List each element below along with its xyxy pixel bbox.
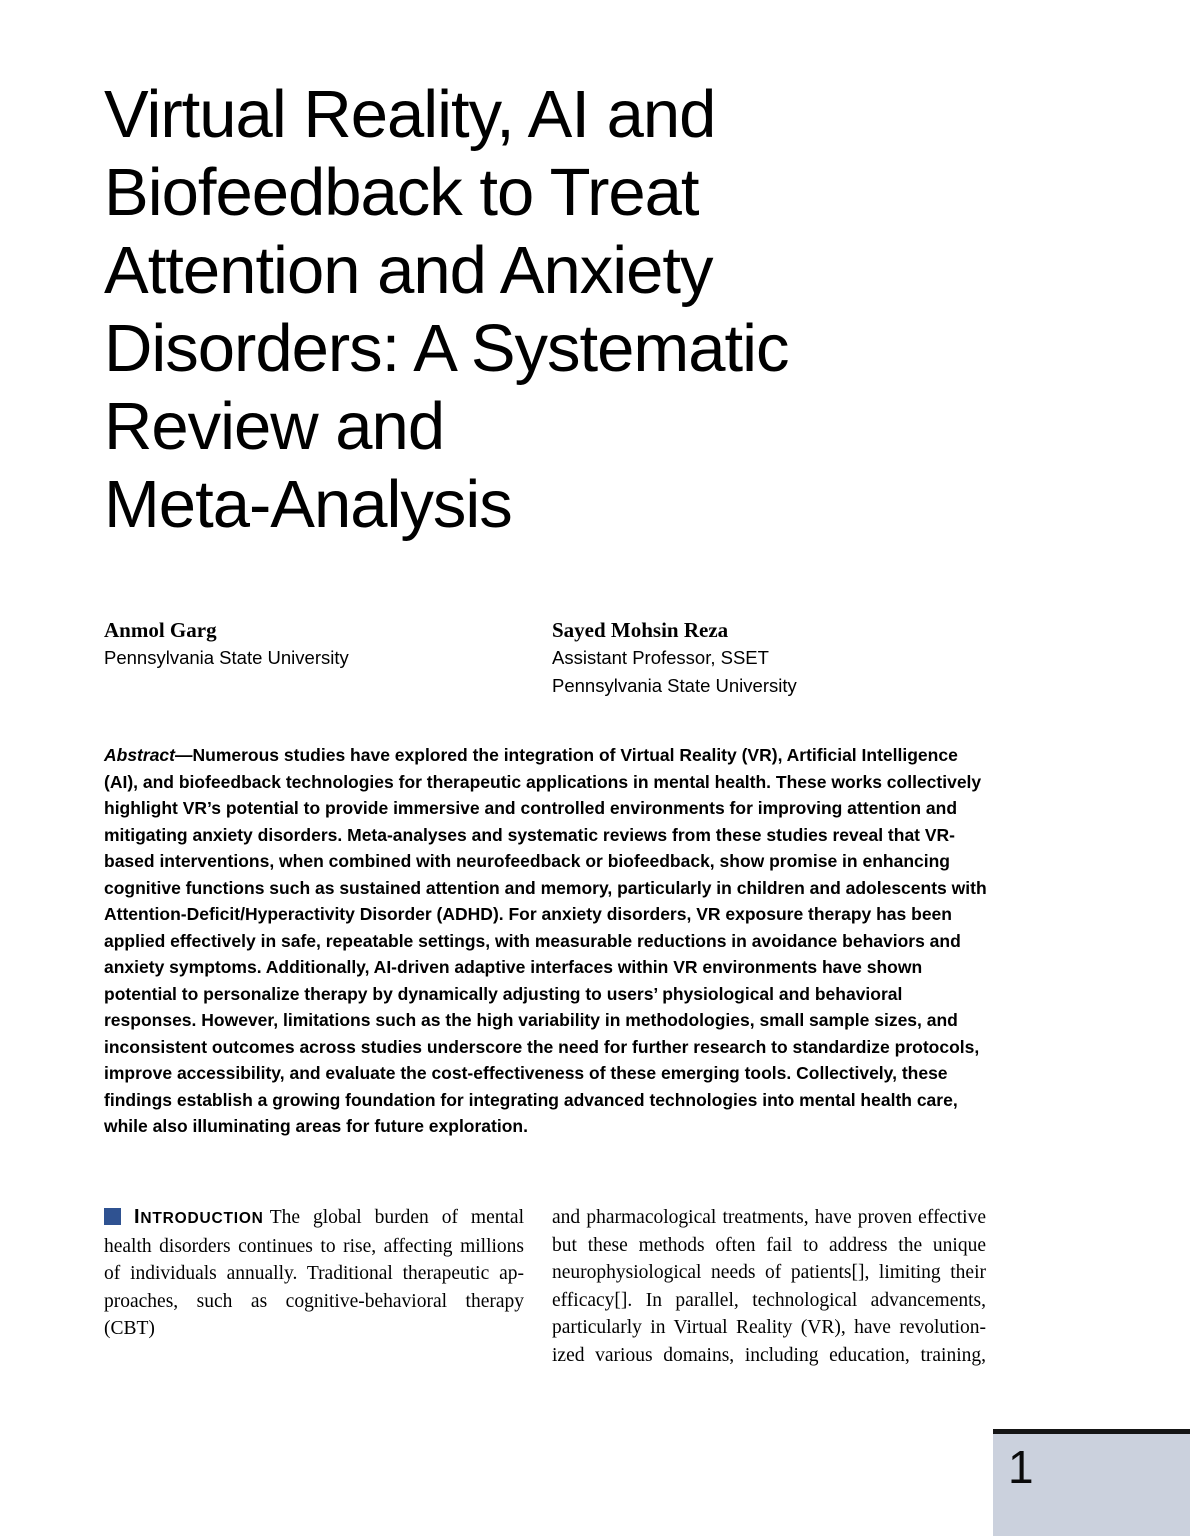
- intro-line: of individuals annually. Traditional therapeutic ap-: [104, 1263, 524, 1285]
- paper-title-line: Attention and Anxiety: [104, 233, 713, 308]
- section-marker-square: [104, 1208, 121, 1225]
- abstract-text: —Numerous studies have explored the integration of Virtual Reality (VR), Artificial Intelligence (AI), and biofeedback technologies for therapeutic applications in mental health. These works collectively highlight VR’s potential to provide immersive and controlled environments for improving attention and mitigating anxiety disorders. Meta-analyses and systematic reviews from these studies reveal that VR-based interventions, when combined with neurofeedback or biofeedback, show promise in enhancing cognitive functions such as sustained attention and memory, particularly in children and adolescents with Attention-Deficit/Hyperactivity Disorder (ADHD). For anxiety disorders, VR exposure therapy has been applied effectively in safe, repeatable settings, with measurable reductions in avoidance behaviors and anxiety symptoms. Additionally, AI-driven adaptive interfaces within VR environments have shown potential to personalize therapy by dynamically adjusting to users’ physiological and behavioral responses. However, limitations such as the high variability in methodologies, small sample sizes, and inconsistent outcomes across studies underscore the need for further research to standardize protocols, improve accessibility, and evaluate the cost-effectiveness of these emerging tools. Collectively, these findings establish a growing foundation for integrating advanced technologies into mental health care, while also illuminating areas for future exploration.: [104, 745, 987, 1136]
- author-affiliation: Pennsylvania State University: [552, 675, 797, 696]
- intro-line: efficacy[]. In parallel, technological advancements,: [552, 1289, 986, 1311]
- intro-line: proaches, such as cognitive-behavioral therapy (CBT): [104, 1290, 524, 1340]
- intro-line: particularly in Virtual Reality (VR), have revolution-: [552, 1317, 986, 1339]
- paper-title-line: Biofeedback to Treat: [104, 155, 699, 230]
- abstract: [104, 742, 994, 1140]
- intro-line: and pharmacological treatments, have proven effective: [552, 1207, 986, 1228]
- footer-page-tab: [993, 1429, 1190, 1536]
- introduction-heading: INTRODUCTION: [134, 1206, 264, 1228]
- intro-line: neurophysiological needs of patients[], limiting their: [552, 1262, 986, 1284]
- intro-first-line-text: The global burden of mental: [269, 1207, 524, 1228]
- author-affiliation: Assistant Professor, SSET: [552, 647, 769, 668]
- paper-title: [104, 76, 788, 544]
- intro-column-left: [104, 1204, 524, 1343]
- intro-column-right: [552, 1204, 986, 1370]
- intro-line: health disorders continues to rise, affecting millions: [104, 1235, 524, 1257]
- author-affiliation: Pennsylvania State University: [104, 647, 349, 668]
- author-block-2: [552, 616, 797, 700]
- author-name: Anmol Garg: [104, 618, 217, 642]
- abstract-lead-label: Abstract: [104, 745, 175, 765]
- paper-title-line: Meta-Analysis: [104, 467, 512, 542]
- author-name: Sayed Mohsin Reza: [552, 618, 729, 642]
- author-block-1: [104, 616, 349, 672]
- intro-line: ized various domains, including education, training,: [552, 1344, 986, 1366]
- page-number: 1: [1008, 1441, 1034, 1493]
- paper-title-line: Virtual Reality, AI and: [104, 77, 716, 152]
- paper-title-line: Disorders: A Systematic: [104, 311, 789, 386]
- intro-line: but these methods often fail to address the unique: [552, 1234, 986, 1256]
- intro-line: [104, 1204, 524, 1233]
- paper-title-line: Review and: [104, 389, 445, 464]
